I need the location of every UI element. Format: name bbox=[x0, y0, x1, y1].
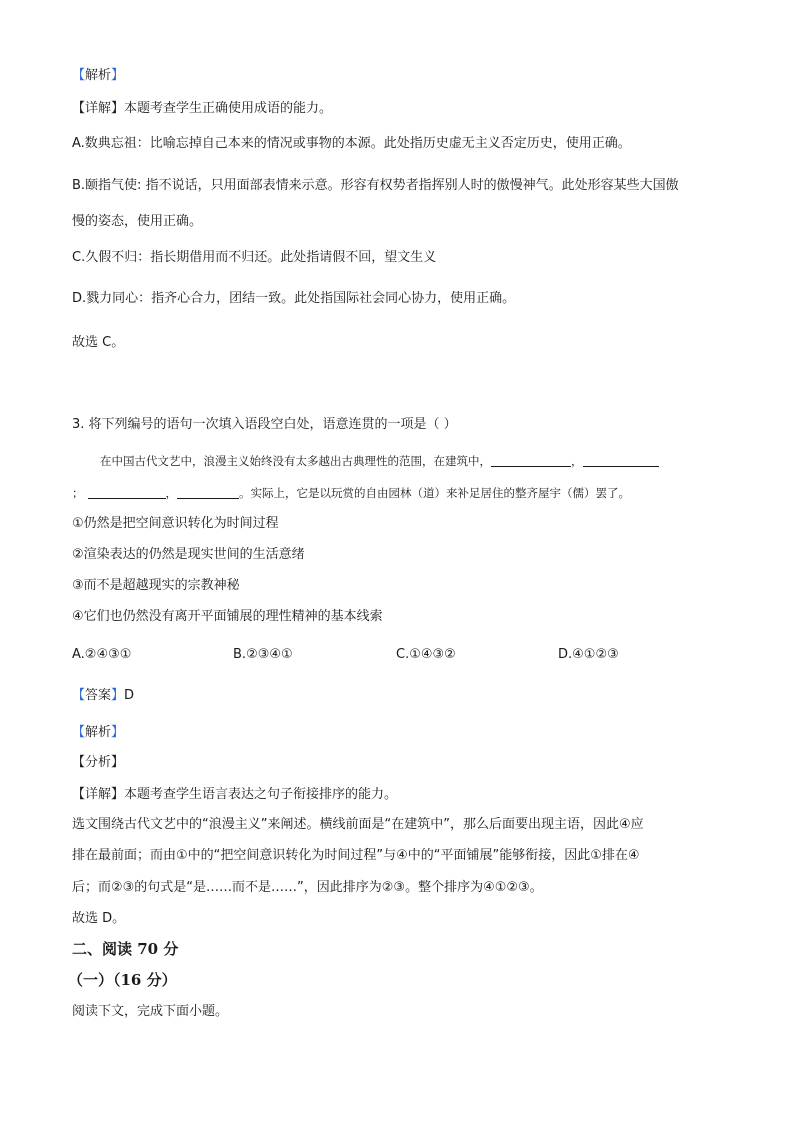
sentence-3: ③而不是超越现实的宗教神秘 bbox=[72, 578, 240, 593]
option-c: C.①④③② bbox=[396, 647, 456, 662]
answer-line: 【答案】D bbox=[72, 688, 135, 703]
para-line-1: 选文围绕古代文艺中的“浪漫主义”来阐述。横线前面是“在建筑中”，那么后面要出现主语，因此④应 bbox=[72, 817, 644, 832]
conclusion-2: 故选 D。 bbox=[72, 911, 126, 926]
question-3-stem: 3. 将下列编号的语句一次填入语段空白处，语意连贯的一项是（ ） bbox=[72, 417, 457, 432]
option-b: B.②③④① bbox=[233, 647, 293, 662]
blank-4 bbox=[177, 486, 239, 499]
passage-line1: 在中国古代文艺中，浪漫主义始终没有太多越出古典理性的范围，在建筑中， ， bbox=[100, 452, 659, 470]
detail-line-2: 【详解】本题考查学生语言表达之句子衔接排序的能力。 bbox=[72, 787, 398, 802]
answer-label: 答案 bbox=[85, 688, 112, 703]
passage-line2: ； ， 。实际上，它是以玩赏的自由园林（道）来补足居住的整齐屋宇（儒）罢了。 bbox=[72, 486, 630, 500]
item-a: A.数典忘祖：比喻忘掉自己本来的情况或事物的本源。此处指历史虚无主义否定历史，使用正确。 bbox=[72, 136, 631, 151]
passage-start: 在中国古代文艺中，浪漫主义始终没有太多越出古典理性的范围，在建筑中， bbox=[100, 454, 491, 468]
option-d: D.④①②③ bbox=[558, 647, 619, 662]
sentence-1: ①仍然是把空间意识转化为时间过程 bbox=[72, 516, 279, 531]
item-b-line1: B.颐指气使: 指不说话，只用面部表情来示意。形容有权势者指挥别人时的傲慢神气。此处形容某些大国傲 bbox=[72, 178, 679, 193]
fenxi-heading: 【分析】 bbox=[72, 755, 125, 770]
item-d: D.戮力同心：指齐心合力，团结一致。此处指国际社会同心协力，使用正确。 bbox=[72, 291, 516, 306]
detail-label: 详解 bbox=[85, 101, 112, 116]
passage-end: 。实际上，它是以玩赏的自由园林（道）来补足居住的整齐屋宇（儒）罢了。 bbox=[239, 486, 630, 500]
para-line-2: 排在最前面；而由①中的“把空间意识转化为时间过程”与④中的“平面铺展”能够衔接，因此①排在④ bbox=[72, 848, 640, 863]
blank-2 bbox=[583, 454, 659, 467]
answer-value: D bbox=[124, 688, 135, 703]
item-c: C.久假不归：指长期借用而不归还。此处指请假不回，望文生义 bbox=[72, 250, 437, 265]
section-instruction: 阅读下文，完成下面小题。 bbox=[72, 1004, 229, 1019]
detail-line: 【详解】本题考查学生正确使用成语的能力。 bbox=[72, 101, 333, 116]
detail-text: 本题考查学生正确使用成语的能力。 bbox=[124, 101, 333, 116]
item-b-line2: 慢的姿态，使用正确。 bbox=[72, 214, 203, 229]
conclusion-1: 故选 C。 bbox=[72, 335, 125, 350]
option-a: A.②④③① bbox=[72, 647, 132, 662]
jiexi-label: 解析 bbox=[85, 68, 112, 83]
blank-3 bbox=[88, 486, 166, 499]
para-line-3: 后；而②③的句式是“是……而不是……”，因此排序为②③。整个排序为④①②③。 bbox=[72, 880, 543, 895]
section-subtitle: （一）（16 分） bbox=[68, 971, 177, 989]
jiexi-heading-2: 【解析】 bbox=[72, 725, 125, 740]
sentence-4: ④它们也仍然没有离开平面铺展的理性精神的基本线索 bbox=[72, 609, 383, 624]
section-title: 二、阅读 70 分 bbox=[72, 940, 179, 958]
sentence-2: ②渲染表达的仍然是现实世间的生活意绪 bbox=[72, 547, 305, 562]
jiexi-heading: 【解析】 bbox=[72, 68, 125, 83]
blank-1 bbox=[491, 454, 571, 467]
